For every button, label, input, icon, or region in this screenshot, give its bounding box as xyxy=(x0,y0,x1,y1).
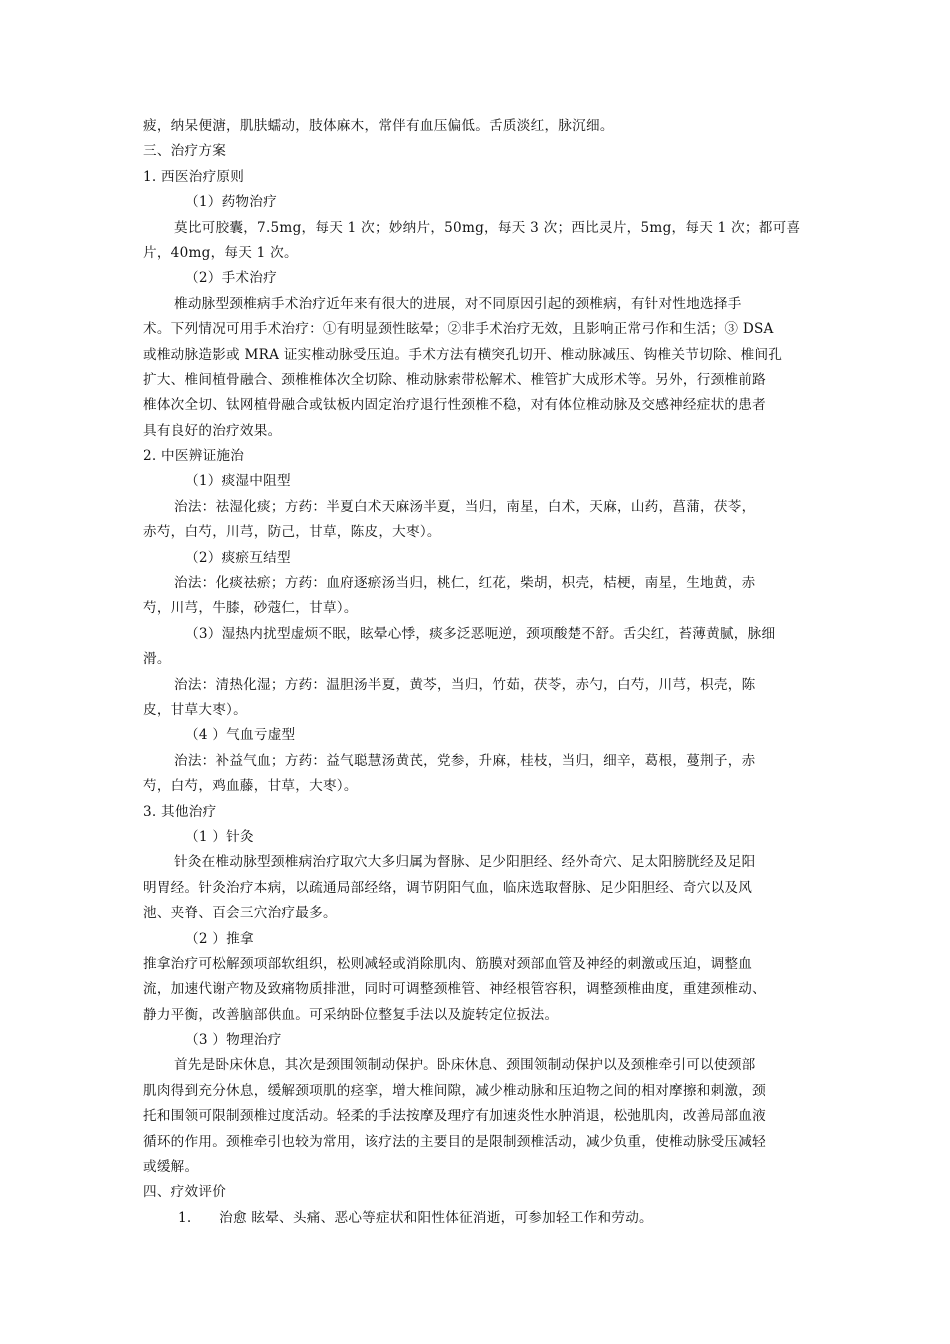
text-line: 芍，白芍，鸡血藤，甘草，大枣）。 xyxy=(143,778,358,795)
text-line: 术。下列情况可用手术治疗：①有明显颈性眩晕；②非手术治疗无效，且影响正常弓作和生活；③ DSA xyxy=(143,321,774,338)
text-line: 流，加速代谢产物及致痛物质排泄，同时可调整颈椎管、神经根管容积，调整颈椎曲度，重建颈椎动、 xyxy=(143,981,766,998)
text-line: 静力平衡，改善脑部供血。可采纳卧位整复手法以及旋转定位扳法。 xyxy=(143,1006,559,1023)
text-line: 片，40mg，每天 1 次。 xyxy=(143,244,298,261)
text-line: 或椎动脉造影或 MRA 证实椎动脉受压迫。手术方法有横突孔切开、椎动脉减压、钩椎关节切除、椎间孔 xyxy=(143,346,783,363)
text-line: 明胃经。针灸治疗本病，以疏通局部经络，调节阴阳气血，临床选取督脉、足少阳胆经、奇穴以及风 xyxy=(143,879,753,896)
text-line: 或缓解。 xyxy=(143,1159,199,1176)
item-heading: （1 ）针灸 xyxy=(185,828,254,845)
text-line: 扩大、椎间植骨融合、颈椎椎体次全切除、椎动脉索带松解术、椎管扩大成形术等。另外，行颈椎前路 xyxy=(143,371,766,388)
text-line: 具有良好的治疗效果。 xyxy=(143,422,282,439)
text-line: 推拿治疗可松解颈项部软组织，松则减轻或消除肌肉、筋膜对颈部血管及神经的刺激或压迫，调整血 xyxy=(143,955,753,972)
subsection-heading: 2. 中医辨证施治 xyxy=(143,448,245,465)
text-line: 芍，川芎，牛膝，砂蔻仁，甘草）。 xyxy=(143,600,358,617)
text-line: 治法：祛湿化痰；方药：半夏白术天麻汤半夏，当归，南星，白术，天麻，山药，菖蒲，茯苓， xyxy=(174,498,756,515)
text-line: 治法：补益气血；方药：益气聪慧汤黄芪，党参，升麻，桂枝，当归，细辛，葛根，蔓荆子，赤 xyxy=(174,752,756,769)
text-line: 首先是卧床休息，其次是颈围领制动保护。卧床休息、颈围领制动保护以及颈椎牵引可以使颈部 xyxy=(174,1057,756,1074)
item-heading: （2）手术治疗 xyxy=(185,270,277,287)
text-line: 治法：清热化湿；方药：温胆汤半夏，黄芩，当归，竹茹，茯苓，赤勺，白芍，川芎，枳壳，陈 xyxy=(174,676,756,693)
text-line: 皮，甘草大枣）。 xyxy=(143,701,247,718)
text-line: 疲，纳呆便溏，肌肤蠕动，肢体麻木，常伴有血压偏低。舌质淡红，脉沉细。 xyxy=(143,118,614,134)
text-line: 治法：化痰祛瘀；方药：血府逐瘀汤当归，桃仁，红花，柴胡，枳壳，桔梗，南星，生地黄，赤 xyxy=(174,575,756,592)
text-line: 椎动脉型颈椎病手术治疗近年来有很大的进展，对不同原因引起的颈椎病，有针对性地选择手 xyxy=(174,295,742,312)
text-line: 椎体次全切、钛网植骨融合或钛板内固定治疗退行性颈椎不稳，对有体位椎动脉及交感神经症状的患者 xyxy=(143,397,766,414)
text-line: 肌肉得到充分休息，缓解颈项肌的痉挛，增大椎间隙，减少椎动脉和压迫物之间的相对摩擦和刺激，颈 xyxy=(143,1082,766,1099)
text-line: 托和围领可限制颈椎过度活动。轻柔的手法按摩及理疗有加速炎性水肿消退，松弛肌肉，改善局部血液 xyxy=(143,1108,766,1125)
item-heading: （2）痰瘀互结型 xyxy=(185,549,291,566)
item-heading: （3）湿热内扰型虚烦不眠，眩晕心悸，痰多泛恶呃逆，颈项酸楚不舒。舌尖红，苔薄黄腻，脉细 xyxy=(185,625,776,642)
subsection-heading: 1. 西医治疗原则 xyxy=(143,168,245,185)
subsection-heading: 3. 其他治疗 xyxy=(143,803,217,820)
document-body xyxy=(143,114,815,1231)
section-heading: 三、治疗方案 xyxy=(143,143,227,160)
item-heading: （2 ）推拿 xyxy=(185,930,254,947)
section-heading: 四、疗效评价 xyxy=(143,1184,227,1201)
item-heading: （3 ）物理治疗 xyxy=(185,1032,282,1049)
list-item: 1. 治愈 眩晕、头痛、恶心等症状和阳性体征消逝，可参加轻工作和劳动。 xyxy=(178,1209,653,1226)
text-line: 滑。 xyxy=(143,651,171,668)
item-heading: （1）药物治疗 xyxy=(185,194,277,211)
text-line: 池、夹脊、百会三穴治疗最多。 xyxy=(143,905,337,922)
text-line: 赤芍，白芍，川芎，防己，甘草，陈皮，大枣）。 xyxy=(143,524,441,541)
item-heading: （4 ）气血亏虚型 xyxy=(185,727,296,744)
item-heading: （1）痰湿中阻型 xyxy=(185,473,291,490)
text-line: 循环的作用。颈椎牵引也较为常用，该疗法的主要目的是限制颈椎活动，减少负重，使椎动脉受压减轻 xyxy=(143,1133,766,1150)
text-line: 针灸在椎动脉型颈椎病治疗取穴大多归属为督脉、足少阳胆经、经外奇穴、足太阳膀胱经及足阳 xyxy=(174,854,756,871)
text-line: 莫比可胶囊，7.5mg，每天 1 次；妙纳片，50mg，每天 3 次；西比灵片，5mg，每天 1 次；都可喜 xyxy=(174,219,801,236)
